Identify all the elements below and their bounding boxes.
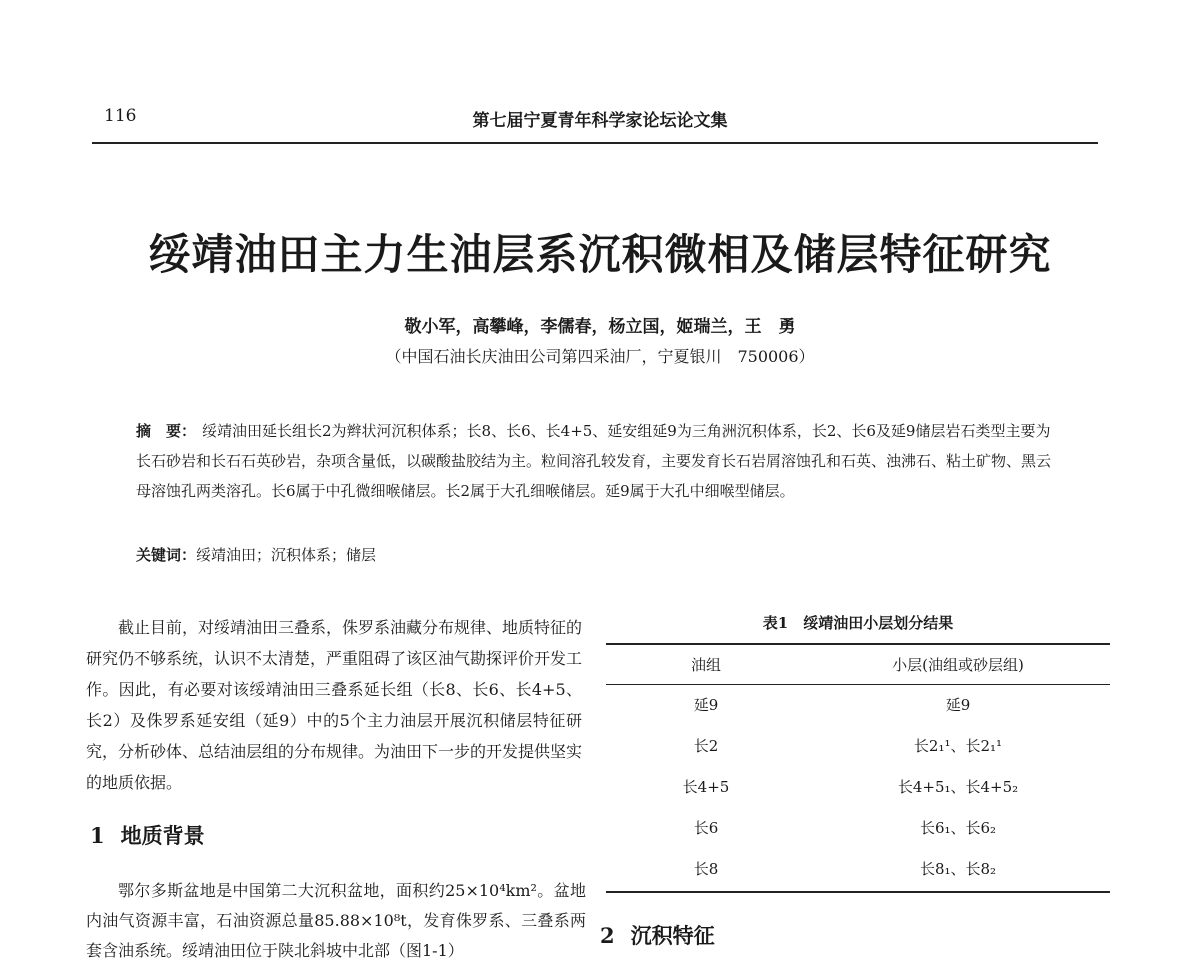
table-row	[606, 807, 1110, 848]
table-header-cell: 小层(油组或砂层组)	[892, 655, 1024, 674]
authors: 敬小军，高攀峰，李儒春，杨立国，姬瑞兰，王 勇	[404, 317, 796, 337]
header-rule	[92, 142, 1098, 144]
running-header-title: 第七届宁夏青年科学家论坛论文集	[472, 111, 728, 131]
intro-paragraph: 截止目前，对绥靖油田三叠系，侏罗系油藏分布规律、地质特征的研究仍不够系统，认识不太清楚，严重阻碍了该区油气勘探评价开发工作。因此，有必要对该绥靖油田三叠系延长组（长8、长6、长4+5、长2）及侏罗系延安组（延9）中的5个主力油层开展沉积储层特征研究，分析砂体、总结油层组的分布规律。为油田下一步的开发提供坚实的地质依据。	[86, 618, 583, 792]
table-cell: 长2	[693, 737, 719, 755]
table-cell: 长8	[693, 860, 719, 878]
paper-title: 绥靖油田主力生油层系沉积微相及储层特征研究	[148, 230, 1052, 279]
affiliation: （中国石油长庆油田公司第四采油厂，宁夏银川 750006）	[385, 347, 815, 366]
table-caption: 表1 绥靖油田小层划分结果	[762, 614, 954, 632]
section-2-title: 沉积特征	[630, 923, 715, 948]
keywords-label: 关键词：	[136, 546, 197, 564]
page-number: 116	[104, 106, 137, 126]
table-cell: 长2₁¹、长2₁¹	[913, 737, 1003, 755]
table-cell: 长4+5₁、长4+5₂	[897, 778, 1019, 796]
abstract	[136, 416, 1062, 506]
table-cell: 长6	[693, 819, 719, 837]
table-row	[606, 766, 1110, 807]
table-bottom-rule	[606, 891, 1110, 893]
section-1-title: 地质背景	[120, 823, 205, 848]
table-cell: 延9	[693, 696, 719, 714]
abstract-label: 摘 要：	[136, 422, 197, 440]
table-row	[606, 725, 1110, 766]
table-cell: 长6₁、长6₂	[919, 819, 997, 837]
section-2-number: 2	[600, 923, 615, 948]
section-1-heading	[90, 820, 205, 850]
strata-table	[606, 644, 1110, 889]
abstract-text: 绥靖油田延长组长2为辫状河沉积体系；长8、长6、长4+5、延安组延9为三角洲沉积体系，长2、长6及延9储层岩石类型主要为长石砂岩和长石石英砂岩，杂项含量低，以碳酸盐胶结为主。粒间溶孔较发育，主要发育长石岩屑溶蚀孔和石英、浊沸石、粘土矿物、黑云母溶蚀孔两类溶孔。长6属于中孔微细喉储层。长2属于大孔细喉储层。延9属于大孔中细喉型储层。	[136, 422, 1052, 500]
table-cell: 延9	[945, 696, 971, 714]
section-1-body: 鄂尔多斯盆地是中国第二大沉积盆地，面积约25×10⁴km²。盆地内油气资源丰富，石油资源总量85.88×10⁸t，发育侏罗系、三叠系两套含油系统。绥靖油田位于陕北斜坡中北部（图1-1）	[86, 881, 586, 960]
table-header-cell: 油组	[690, 655, 721, 674]
table-cell: 长4+5	[682, 778, 730, 796]
keywords-text: 绥靖油田；沉积体系；储层	[196, 546, 377, 564]
table-header-row	[606, 644, 1110, 684]
keywords	[136, 540, 1062, 570]
table-cell: 长8₁、长8₂	[919, 860, 997, 878]
table-row	[606, 684, 1110, 725]
section-2-heading	[600, 920, 715, 950]
section-1-number: 1	[90, 823, 105, 848]
table-row	[606, 848, 1110, 889]
